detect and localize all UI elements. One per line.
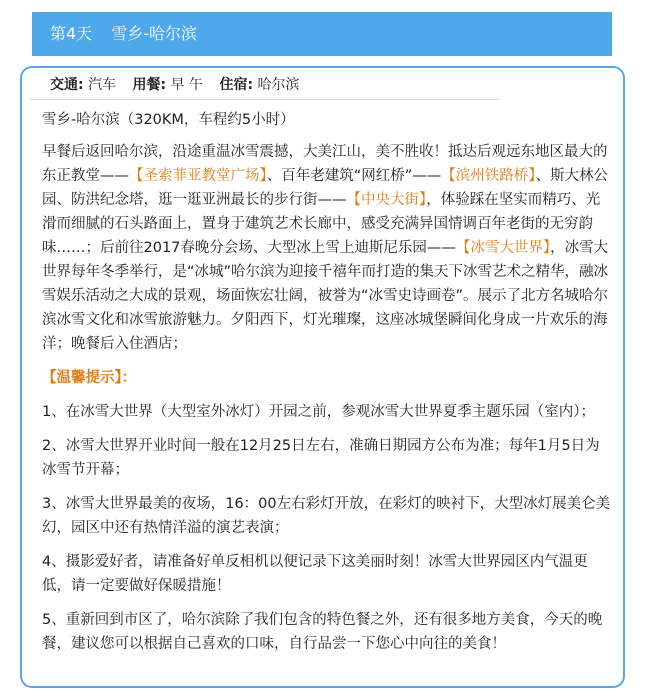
tip-item: 5、重新回到市区了，哈尔滨除了我们包含的特色餐之外，还有很多地方美食，今天的晚餐，建议您可以根据自己喜欢的口味，自行品尝一下您心中向往的美食！	[42, 612, 603, 652]
itinerary-card	[20, 66, 625, 688]
info-divider	[30, 99, 500, 100]
description-text-3: 、斯大林公园、防洪纪念塔，逛一逛亚洲最长的步行街——	[42, 168, 609, 208]
transport-value: 汽车	[88, 77, 117, 93]
day-title: 雪乡-哈尔滨	[111, 24, 198, 43]
tip-item: 4、摄影爱好者，请准备好单反相机以便记录下这美丽时刻！冰雪大世界园区内气温更低，请一定要做好保暖措施！	[42, 554, 588, 594]
day-number: 第4天	[50, 24, 93, 43]
day-header	[32, 12, 612, 56]
meals-label: 用餐:	[132, 77, 167, 93]
highlight-st-sophia: 【圣索菲亚教堂广场】	[129, 168, 267, 184]
route-summary: 雪乡-哈尔滨（320KM，车程约5小时）	[42, 112, 295, 128]
highlight-central-street: 【中央大街】	[346, 192, 427, 208]
lodging-label: 住宿:	[219, 77, 254, 93]
description-text-1: 早餐后返回哈尔滨，沿途重温冰雪震撼，大美江山，美不胜收！抵达后观远东地区最大的东正教堂——	[42, 144, 608, 184]
transport-label: 交通:	[50, 77, 84, 93]
info-row	[50, 74, 312, 96]
day-content	[42, 108, 612, 666]
highlight-binzhou-bridge: 【滨州铁路桥】	[441, 168, 536, 184]
highlight-ice-snow-world: 【冰雪大世界】	[455, 240, 551, 256]
description-paragraph	[42, 140, 612, 356]
meals-value: 早 午	[170, 77, 204, 93]
meals-info	[133, 77, 208, 93]
tip-item: 3、冰雪大世界最美的夜场，16：00左右彩灯开放，在彩灯的映衬下，大型冰灯展美仑美幻，园区中还有热情洋溢的演艺表演；	[42, 496, 611, 536]
lodging-info	[219, 77, 299, 93]
tip-item: 2、冰雪大世界开业时间一般在12月25日左右，准确日期园方公布为准；每年1月5日为冰雪节开幕；	[42, 438, 600, 478]
description-text-2: 、百年老建筑“网红桥”——	[266, 168, 442, 184]
lodging-value: 哈尔滨	[257, 77, 300, 93]
tip-item: 1、在冰雪大世界（大型室外冰灯）开园之前，参观冰雪大世界夏季主题乐园（室内）；	[42, 404, 595, 420]
description-text-4: ，体验踩在坚实而精巧、光滑而细腻的石头路面上，置身于建筑艺术长廊中，感受充满异国情调百年老街的无穷韵味……；后前往2017春晚分会场、大型冰上雪上迪斯尼乐园——	[42, 192, 601, 256]
description-text-5: ，冰雪大世界每年冬季举行，是“冰城”哈尔滨为迎接千禧年而打造的集天下冰雪艺术之精华，融冰雪娱乐活动之大成的景观，场面恢宏壮阔，被誉为“冰雪史诗画卷”。展示了北方名城哈尔滨冰雪文化和冰雪旅游魅力。夕阳西下，灯光璀璨，这座冰城堡瞬间化身成一片欢乐的海洋；晚餐后入住酒店；	[42, 240, 609, 352]
tips-title: 【温馨提示】：	[42, 370, 137, 386]
transport-info	[50, 77, 121, 93]
